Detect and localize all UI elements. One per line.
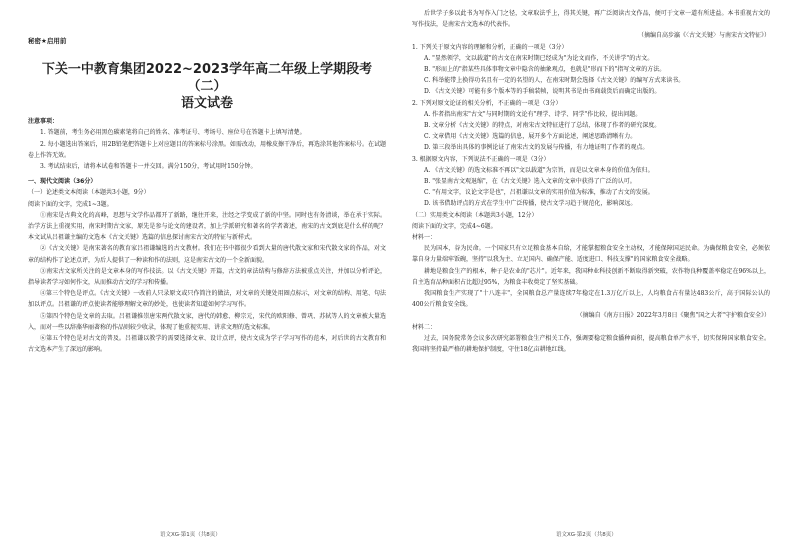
passage-paragraph: 后世学子多以此书为写作入门之径，文章取法乎上，得其关键，再广泛阅读古文作品，便可于文章一道有所进益。本书重视古文的写作技法，是南宋古文选本的代表作。	[412, 10, 770, 29]
option: A. "显然领学，文以载道"的古文在南宋时期已经成为"为论文而作，不关讲学"的古文。	[424, 54, 654, 62]
subsection-heading: （二）实用类文本阅读（本题共3小题，12分）	[412, 211, 538, 219]
question-3: 3. 根据原文内容，下列说法不正确的一项是（3分）	[412, 155, 550, 163]
notice-heading: 注意事项：	[28, 118, 59, 126]
option: C. 科举能带上换得功名且有一定的名望的人，在南宋时期会选择《古文关键》的编写方式来读书。	[424, 77, 685, 85]
page-footer-right: 语文XG·第2页（共8页）	[556, 532, 617, 538]
material-label: 材料一：	[412, 234, 437, 242]
material-paragraph: 过去，国务院常务会议多次研究部署粮食生产相关工作，强调要稳定粮食播种面积，提高粮食单产水平，切实保障国家粮食安全。我国将坚持最严格的耕地保护制度，守住18亿亩耕地红线。	[412, 334, 770, 354]
passage-paragraph: ④第三个特色是评点。《古文关键》一改前人只录原文或只作简注的做法，对文章的关键处用圈点标示，对文章的结构、用笔、句法加以评点。吕祖谦的评点使读者能够理解文章的妙处，也使读者知道如何学习写作。	[28, 290, 386, 309]
question-1: 1. 下列关于原文内容的理解和分析，正确的一项是（3分）	[412, 43, 568, 51]
right-column	[412, 8, 770, 522]
passage-paragraph: ②《古文关键》是南宋著名的教育家吕祖谦编选的古文教材。我们在书中都很少看到大量的唐代散文家和宋代散文家的作品，对文章的结构作了论述点评，为后人提供了一种读和作的法则，这是南宋古文的一个全新面貌。	[28, 245, 386, 264]
material-paragraph: 我国粮食生产实现了"十八连丰"，全国粮食总产量连续7年稳定在1.3万亿斤以上，人均粮食占有量达483公斤，高于国际公认的400公斤粮食安全线。	[412, 290, 770, 309]
question-2: 2. 下列对原文论证的相关分析，不正确的一项是（3分）	[412, 99, 562, 107]
option: C. "有用文字，议论文字是也"，吕祖谦以文章的实用价值为标准，推动了古文的发展。	[424, 189, 654, 197]
option: D. 《古文关键》可能有多个版本等的手稿装帧，说明其书是由书商载货后而确定出版的。	[424, 88, 661, 96]
exam-title: 下关一中教育集团2022~2023学年高二年级上学期段考（二）	[41, 62, 373, 95]
material-paragraph: 耕地是粮食生产的根本，种子是农业的"芯片"。近年来，我国种业科技创新不断取得新突破，农作物良种覆盖率稳定在96%以上，自主选育品种面积占比超过95%，为粮食丰收奠定了坚实基础。	[412, 267, 770, 286]
instruction: 阅读下面的文字，完成1~3题。	[28, 200, 113, 208]
passage-paragraph: ⑥第五个特色是对古文的普及。吕祖谦以教学的需要选择文章、设计点评，使古文成为学子学习写作的范本，对后世的古文教育和古文选本产生了深远的影响。	[28, 335, 386, 354]
source-citation: （摘编自高步瀛《〈古文关键〉与南宋古文特征》）	[637, 32, 770, 40]
notice-item: 1. 答题前，考生务必用黑色碳素笔将自己的姓名、准考证号、考场号、座位号在答题卡上填写清楚。	[40, 129, 306, 137]
passage-paragraph: ③南宋古文家所关注的是文章本身的写作技法。以《古文关键》开篇，古文的章法结构与修辞方法被重点关注，并加以分析评论，指导读者学习如何作文，从而推动古文的学习和传播。	[28, 267, 386, 287]
notice-item: 2. 每小题选出答案后，用2B铅笔把答题卡上对应题目的答案标号涂黑。如需改动，用橡皮擦干净后，再选涂其他答案标号。在试题卷上作答无效。	[28, 140, 386, 159]
section-heading: 一、现代文阅读（36分）	[28, 178, 97, 186]
option: D. 第三段举出具体的事例论证了南宋古文的发展与传播，有力地证明了作者的观点。	[424, 144, 649, 152]
option: B. 文章分析《古文关键》的特点，对南宋古文特征进行了总结，体现了作者的研究深度。	[424, 122, 661, 130]
left-column	[28, 8, 386, 522]
option: B. "形而上的"指某些具体事物文章中隐含的抽象观点，也就是"形而下的"指写文章的方法。	[424, 66, 666, 74]
material-label: 材料二：	[412, 323, 437, 331]
option: B. "张显南古文观退缩"，在《古文关键》选入文章的文章中获得了广泛的认可。	[424, 178, 636, 186]
passage-paragraph: ⑤第四个特色是文章的去取。吕祖谦推崇唐宋两代散文家，唐代的韩愈、柳宗元，宋代的欧阳修、曾巩、苏轼等人的文章被大量选入，而对一些以辞藻华丽著称的作品则较少收录，体现了他重视实用、讲求文理的选文标准。	[28, 312, 386, 331]
page-footer-left: 语文XG·第1页（共8页）	[160, 532, 221, 538]
instruction: 阅读下面的文字，完成4~6题。	[412, 222, 497, 230]
option: A. 《古文关键》的选文标准不再以"文以载道"为宗旨，而是以文章本身的价值为依归。	[424, 166, 654, 174]
notice-item: 3. 考试结束后，请将本试卷和答题卡一并交回。满分150分，考试用时150分钟。	[40, 163, 257, 171]
material-paragraph: 民为国本，谷为民命。一个国家只有立足粮食基本自给，才能掌握粮食安全主动权，才能保障国运民命。为确保粮食安全，必须依靠自身力量端牢饭碗，坚持"以我为主、立足国内、确保产能、适度进口、科技支撑"的国家粮食安全战略。	[412, 245, 770, 264]
exam-subtitle: 语文试卷	[180, 96, 233, 112]
option: D. 该书借助评点的方式在学生中广泛传播，使古文学习趋于规范化，影响深远。	[424, 200, 637, 208]
source-citation: （摘编自《南方日报》2022年3月8日《聚焦"国之大者"守护粮食安全》）	[576, 312, 770, 320]
secret-label: 秘密★启用前	[28, 37, 67, 45]
option: A. 作者指出南宋"古文"与同时期的文论有"理学、诗学、同学"作比较，提出问题。	[424, 110, 642, 118]
option: C. 文章借用《古文关键》选篇的信息，展开多个方面论述，阐述思路清晰有力。	[424, 133, 637, 141]
passage-paragraph: ①南宋是古典文化的高峰，思想与文学作品都开了新路，继往开来，注经之学变成了新的中坚。同时也有务清谈，举在承于实际。治学方法上重视实用，南宋时期古文家，原先是参与论文的建设者，加上学派研究和著名的学者著述，南宋的古文到底是什么样的呢？本文试从吕祖谦主编的文选本《古文关键》选篇的信息探讨南宋古文的特征与新样式。	[28, 211, 386, 242]
subsection-heading: （一）论述类文本阅读（本题共3小题，9分）	[28, 189, 150, 197]
